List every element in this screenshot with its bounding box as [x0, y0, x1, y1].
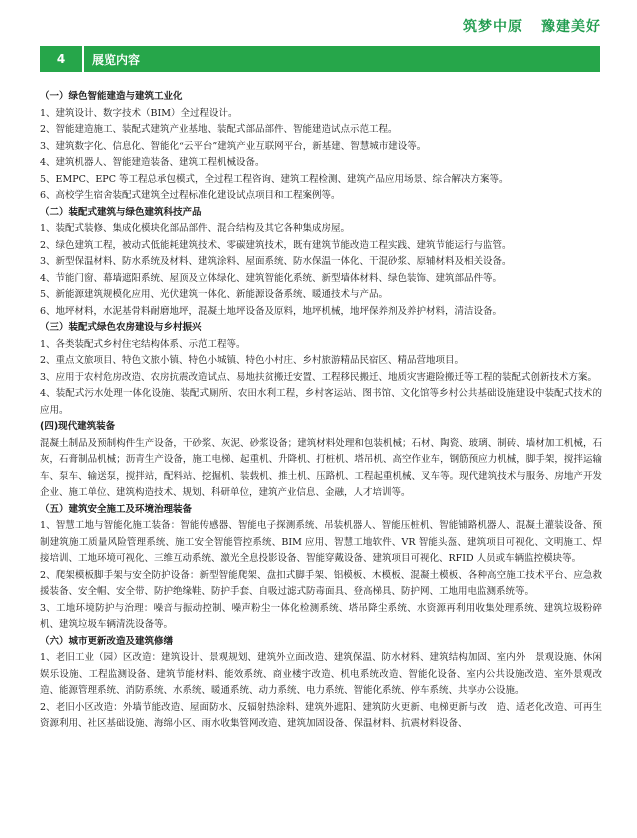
group-heading: （三）装配式绿色农房建设与乡村振兴 [40, 322, 202, 333]
content-group [40, 205, 602, 321]
content-group [40, 89, 602, 205]
content-group [40, 502, 602, 634]
content-item: 1、老旧工业（园）区改造：建筑设计、景观规划、建筑外立面改造、建筑保温、防水材料、建筑结构加固、室内外 景观设施、休闲娱乐设施、工程监测设备、建筑节能材料、能效系统、商业楼宇改造、机电系统改造、智能化设备、室内公共设施改造、室外景观改造、能源管理系统、消防系统、水系统、暖通系统、动力系统、电力系统、智能化系统、停车系统、共享办公设施。 [40, 652, 602, 696]
content-item: 2、重点文旅项目、特色文旅小镇、特色小城镇、特色小村庄、乡村旅游精品民宿区、精品营地项目。 [40, 355, 465, 366]
header-slogan [463, 16, 601, 36]
exhibition-content [40, 89, 602, 733]
content-item: 1、装配式装修、集成化模块化部品部件、混合结构及其它各种集成房屋。 [40, 223, 351, 234]
group-heading: （六）城市更新改造及建筑修缮 [40, 635, 174, 647]
content-group [40, 634, 602, 733]
content-item: 6、地坪材料，水泥基骨料耐磨地坪，混凝土地坪设备及原料，地坪机械，地坪保养剂及养护材料，清洁设备。 [40, 305, 503, 317]
group-heading: （五）建筑安全施工及环境治理装备 [40, 503, 193, 515]
content-item: 1、智慧工地与智能化施工装备：智能传感器、智能电子探测系统、吊装机器人、智能压桩机、智能铺路机器人、混凝土灌装设备、预制建筑施工质量风险管理系统、施工安全智能管控系统、BIM 应用、智慧工地软件、VR 智能头盔、建筑项目可视化、文明施工、焊接培训、工地环境可视化、三维互动系统、激光全息投影设备、智能穿戴设备、建筑项目可视化、RFID 人员或车辆监控模块等。 [40, 520, 602, 564]
section-number: 4 [40, 46, 84, 72]
content-item: 1、建筑设计、数字技术（BIM）全过程设计。 [40, 107, 238, 119]
content-item: 3、新型保温材料、防水系统及材料、建筑涂料、屋面系统、防水保温一体化、干混砂浆、原辅材料及相关设备。 [40, 256, 512, 267]
content-item: 4、节能门窗、幕墙遮阳系统、屋顶及立体绿化、建筑智能化系统、新型墙体材料、绿色装饰、建筑部品件等。 [40, 272, 503, 284]
content-item: 2、爬架模板脚手架与安全防护设备：新型智能爬架、盘扣式脚手架、铝模板、木模板、混凝土模板、各种高空施工技术平台、应急救援装备、安全帽、安全带、防护绝缘鞋、防护手套、自吸过滤式防毒面具、登高梯具、防护网、工地用电监测系统等。 [40, 569, 602, 597]
group-heading: （一）绿色智能建造与建筑工业化 [40, 91, 183, 102]
content-item: 1、各类装配式乡村住宅结构体系、示范工程等。 [40, 338, 246, 350]
section-header-bar [40, 46, 600, 72]
content-item: 3、应用于农村危房改造、农房抗震改造试点、易地扶贫搬迁安置、工程移民搬迁、地质灾害避险搬迁等工程的装配式创新技术方案。 [40, 371, 598, 383]
content-item: 2、绿色建筑工程，被动式低能耗建筑技术、零碳建筑技术，既有建筑节能改造工程实践、建筑节能运行与监管。 [40, 239, 512, 251]
content-item: 2、智能建造施工、装配式建筑产业基地、装配式部品部件、智能建造试点示范工程。 [40, 124, 398, 135]
content-group [40, 320, 602, 419]
group-heading: （二）装配式建筑与绿色建筑科技产品 [40, 206, 202, 218]
section-title: 展览内容 [92, 52, 141, 67]
content-item: 4、建筑机器人、智能建造装备、建筑工程机械设备。 [40, 157, 265, 168]
content-item: 5、EMPC、EPC 等工程总承包模式，全过程工程咨询、建筑工程检测、建筑产品应用场景、综合解决方案等。 [40, 173, 509, 185]
content-item: 6、高校学生宿舍装配式建筑全过程标准化建设试点项目和工程案例等。 [40, 190, 341, 201]
group-heading: (四)现代建筑装备 [40, 421, 116, 432]
slogan-part-b: 豫建美好 [541, 19, 601, 35]
content-item: 5、新能源建筑规模化应用、光伏建筑一体化、新能源设备系统、暖通技术与产品。 [40, 289, 389, 300]
content-item: 3、工地环境防护与治理：噪音与振动控制、噪声粉尘一体化检测系统、塔吊降尘系统、水资源再利用收集处理系统、建筑垃圾粉碎机、建筑垃圾车辆清洗设备等。 [40, 602, 602, 630]
content-item: 2、老旧小区改造：外墙节能改造、屋面防水、反辐射热涂料、建筑外遮阳、建筑防火更新、电梯更新与改 造、适老化改造、可再生资源利用、社区基础设施、海绵小区、雨水收集管网改造、建筑加固设备、保温材料、抗震材料设备、 [40, 701, 602, 729]
content-group [40, 419, 602, 502]
content-item: 3、建筑数字化、信息化、智能化“云平台”建筑产业互联网平台，新基建、智慧城市建设等。 [40, 140, 427, 152]
content-item: 混凝土制品及预制构件生产设备，干砂浆、灰泥、砂浆设备；建筑材料处理和包装机械；石材、陶瓷、玻璃、制砖、墙材加工机械，石灰，石膏制品机械；沥青生产设备，施工电梯、起重机、升降机、打桩机、塔吊机、高空作业车，钢筋预应力机械，脚手架，搅拌运输车、泵车、输送泵，搅拌站，配料站、挖掘机、装载机、推土机、压路机、工程起重机械、叉车等。现代建筑技术与服务、房地产开发企业、施工单位、建筑构造技术、规划、科研单位，建筑产业信息、金融，人才培训等。 [40, 437, 602, 498]
slogan-part-a: 筑梦中原 [463, 19, 523, 35]
content-item: 4、装配式污水处理一体化设施、装配式厕所、农田水利工程，乡村客运站、图书馆、文化馆等乡村公共基础设施建设中装配式技术的应用。 [40, 388, 602, 416]
